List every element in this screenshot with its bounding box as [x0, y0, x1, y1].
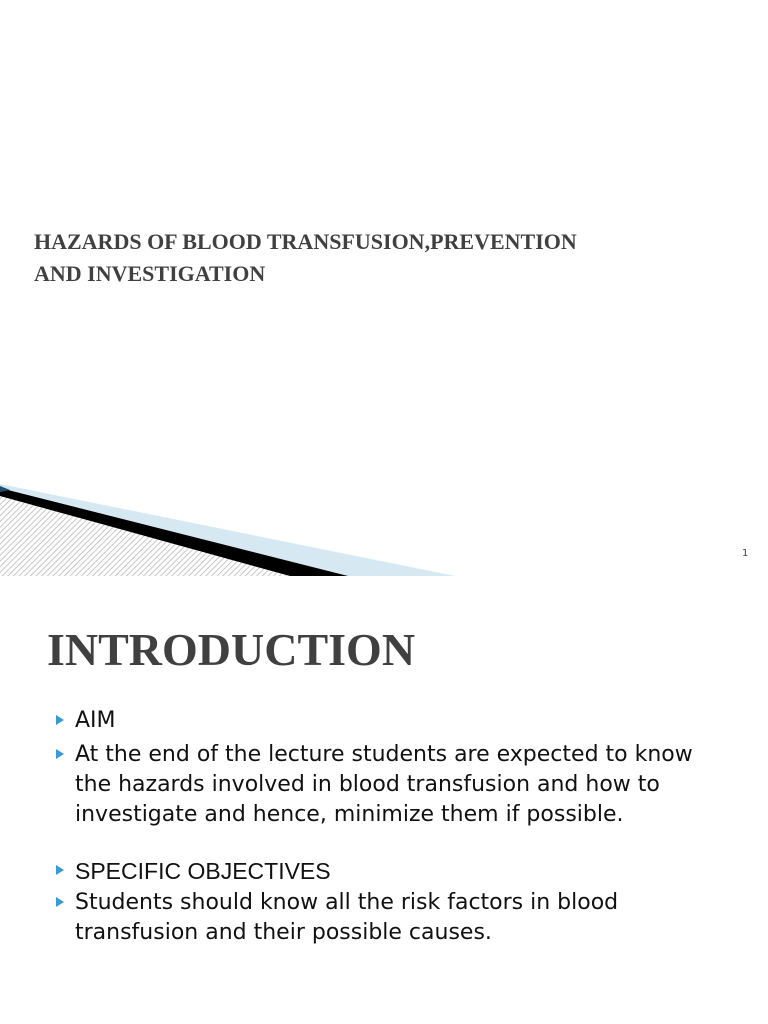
slide-number: 1 — [742, 548, 749, 559]
bullet-text: SPECIFIC OBJECTIVES — [75, 858, 331, 884]
bullet-arrow-icon — [56, 897, 64, 907]
slide-1-title — [34, 226, 734, 290]
slide-2 — [0, 576, 768, 1024]
slide-1-title-line-1: HAZARDS OF BLOOD TRANSFUSION,PREVENTION — [34, 229, 577, 254]
bullet-text: Students should know all the risk factors in blood transfusion and their possible causes. — [75, 890, 619, 945]
slide-2-title: INTRODUCTION — [47, 624, 416, 675]
bullet-text: AIM — [75, 708, 116, 733]
bullet-list — [0, 706, 768, 948]
bullet-item-aim — [0, 706, 768, 736]
bullet-text: At the end of the lecture students are expected to know the hazards involved in blood transfusion and how to investigate and hence, minimize them if possible. — [75, 742, 693, 827]
slide-1-title-line-2: AND INVESTIGATION — [34, 261, 266, 286]
bullet-item-objectives-detail — [0, 888, 768, 948]
bullet-arrow-icon — [56, 715, 64, 725]
bullet-arrow-icon — [56, 865, 64, 875]
bullet-item-objectives — [0, 856, 768, 886]
decorative-wedge — [0, 470, 768, 576]
bullet-item-aim-detail — [0, 740, 768, 830]
bullet-arrow-icon — [56, 749, 64, 759]
